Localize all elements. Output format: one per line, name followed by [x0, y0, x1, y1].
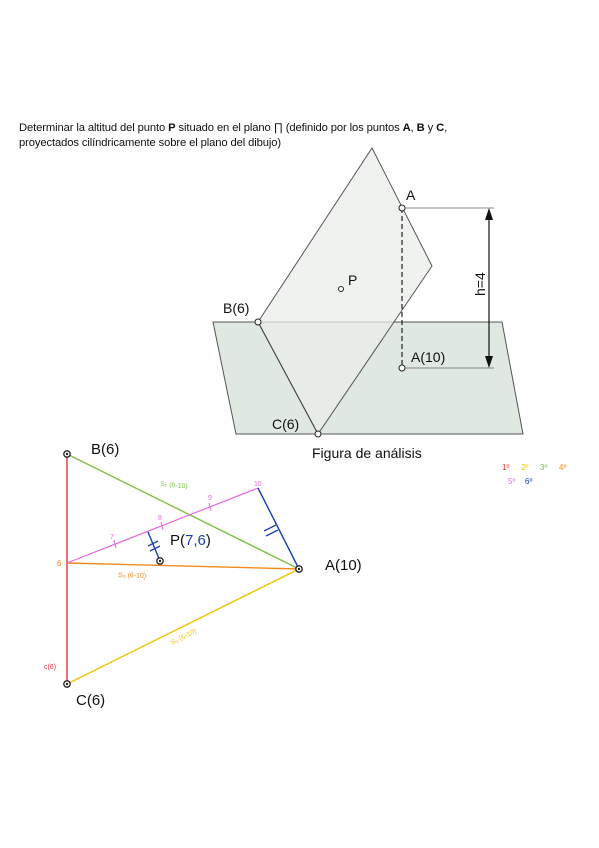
legend-step-4: 4º: [559, 463, 567, 472]
label-a10-solution: A(10): [325, 557, 362, 574]
label-6: 6: [57, 559, 62, 568]
statement-text-1: Determinar la altitud del punto: [19, 122, 169, 134]
point-b-dot: [66, 453, 68, 455]
label-7: 7: [110, 534, 114, 541]
point-c-dot: [66, 683, 68, 685]
statement-text-2: situado en el plano: [175, 122, 274, 134]
label-b6-solution: B(6): [91, 441, 120, 458]
point-p-dot: [159, 560, 161, 562]
label-green-segment: S₁ (6-10): [159, 481, 188, 491]
point-p: [339, 287, 344, 292]
label-p: P: [348, 272, 358, 288]
point-a: [399, 205, 405, 211]
legend-step-2: 2º: [521, 463, 529, 472]
label-c6-solution: C(6): [76, 692, 106, 709]
statement-y: y: [424, 122, 437, 134]
statement-c: C: [436, 122, 445, 134]
legend-step-5: 5º: [508, 477, 516, 486]
analysis-figure: [213, 148, 523, 461]
step-legend: [502, 463, 566, 486]
label-10: 10: [254, 481, 262, 488]
statement-text-3: (definido por los puntos: [282, 122, 403, 134]
label-yellow-segment: S₂ (6-10): [169, 627, 198, 647]
label-p-solution: [170, 532, 211, 549]
label-p-prefix: P(: [170, 532, 185, 549]
label-8: 8: [158, 515, 162, 522]
label-c6-small: c(6): [44, 664, 57, 671]
line-graduated-pink: [67, 488, 258, 563]
solution-figure: [44, 441, 362, 709]
legend-step-3: 3º: [540, 463, 548, 472]
point-a10: [399, 365, 405, 371]
parallel-mark-1a: [264, 525, 276, 531]
legend-step-6: 6º: [525, 477, 533, 486]
label-9: 9: [208, 495, 212, 502]
label-h: h=4: [472, 272, 488, 296]
label-p-suffix: ): [205, 532, 211, 549]
parallel-mark-1b: [266, 530, 278, 536]
statement-comma: ,: [410, 122, 417, 134]
legend-step-1: 1º: [502, 463, 510, 472]
point-b: [255, 319, 261, 325]
statement-p: P: [168, 122, 176, 134]
line-6a-orange: [67, 563, 299, 569]
line-ba-green: [67, 454, 299, 569]
label-c6: C(6): [272, 416, 300, 432]
arrow-up-icon: [485, 208, 493, 220]
label-a10: A(10): [411, 349, 446, 365]
point-a-dot: [298, 568, 300, 570]
statement-text-4: ,: [444, 122, 448, 134]
label-orange-segment: S₃ (6-10): [117, 572, 147, 580]
statement-line-2: proyectados cilíndricamente sobre el plano del dibujo): [19, 137, 282, 149]
statement-b: B: [416, 122, 425, 134]
label-p-value: 7,6: [185, 532, 206, 549]
line-10-a-blue: [258, 488, 299, 569]
analysis-caption: Figura de análisis: [312, 445, 422, 461]
point-c: [315, 431, 321, 437]
statement-a: A: [402, 122, 411, 134]
statement-pi: ∏: [273, 122, 283, 134]
line-ca-yellow: [67, 569, 299, 684]
label-a: A: [406, 187, 416, 203]
label-b6: B(6): [223, 300, 250, 316]
